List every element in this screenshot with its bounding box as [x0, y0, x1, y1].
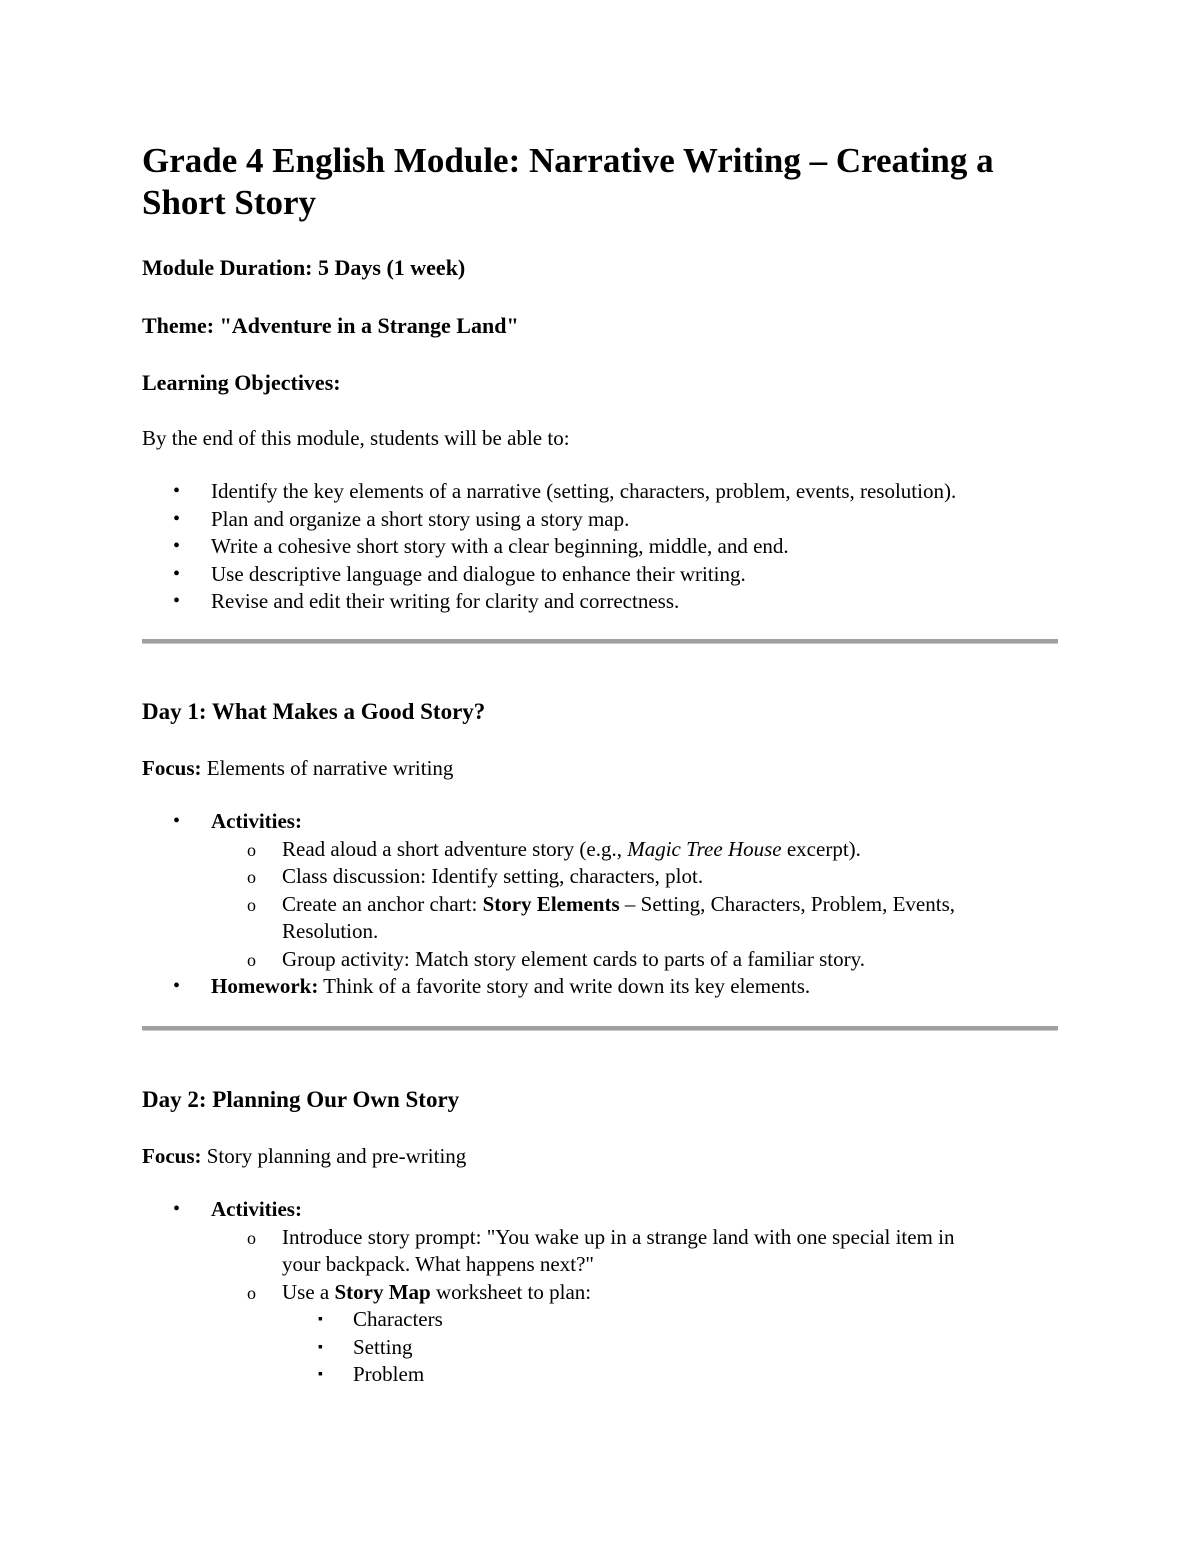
circle-bullet-icon: o [247, 894, 256, 915]
circle-bullet-icon: o [247, 839, 256, 860]
bullet-icon: • [173, 562, 181, 585]
day1-focus: Focus: Elements of narrative writing [142, 756, 454, 780]
day1-activities [211, 836, 972, 974]
document-title: Grade 4 English Module: Narrative Writing – Creating a Short Story [142, 141, 994, 222]
list-item: • Write a cohesive short story with a clear beginning, middle, and end. [142, 533, 956, 561]
objectives-list [142, 478, 956, 616]
list-item: o Group activity: Match story element cards to parts of a familiar story. [211, 946, 972, 974]
list-item: o Class discussion: Identify setting, characters, plot. [211, 863, 972, 891]
day2-activities [211, 1224, 972, 1389]
bullet-icon: • [173, 810, 181, 832]
day2-heading: Day 2: Planning Our Own Story [142, 1087, 460, 1112]
bullet-icon: • [173, 535, 181, 557]
square-bullet-icon: ▪ [318, 1367, 323, 1382]
square-bullet-icon: ▪ [318, 1312, 323, 1327]
list-item: ▪ Problem [282, 1361, 972, 1389]
objectives-intro: By the end of this module, students will be able to: [142, 426, 570, 450]
section-divider [142, 639, 1058, 644]
circle-bullet-icon: o [247, 1227, 256, 1248]
section-divider [142, 1026, 1058, 1031]
bullet-icon: • [173, 590, 181, 612]
list-item: o Create an anchor chart: Story Elements – Setting, Characters, Problem, Events, Resolution. [247, 891, 955, 943]
circle-bullet-icon: o [247, 867, 256, 887]
list-item: o Introduce story prompt: "You wake up in a strange land with one special item in your backpack. What happens next?" [247, 1224, 955, 1276]
module-duration: Module Duration: 5 Days (1 week) [142, 255, 466, 280]
circle-bullet-icon: o [247, 949, 256, 970]
day2-focus: Focus: Story planning and pre-writing [142, 1144, 467, 1168]
list-item: • Homework: Think of a favorite story and write down its key elements. [142, 973, 972, 1001]
list-item: ▪ Setting [282, 1334, 972, 1362]
objectives-heading: Learning Objectives: [142, 370, 341, 395]
square-bullet-icon: ▪ [318, 1339, 323, 1355]
bullet-icon: • [173, 480, 181, 502]
list-item: ▪ Characters [282, 1306, 972, 1334]
bullet-icon: • [173, 975, 181, 997]
day2-list [142, 1196, 972, 1389]
module-theme: Theme: "Adventure in a Strange Land" [142, 313, 519, 338]
day1-list [142, 808, 972, 1001]
list-item: • Revise and edit their writing for clarity and correctness. [142, 588, 956, 616]
circle-bullet-icon: o [247, 1282, 256, 1303]
story-map-items [282, 1306, 972, 1389]
day1-heading: Day 1: What Makes a Good Story? [142, 699, 486, 724]
list-item: • Use descriptive language and dialogue to enhance their writing. [142, 561, 956, 589]
list-item: • Activities: o Read aloud a short adventure story (e.g., Magic Tree House excerpt). o Class discussion: Identify setting, characters, plot. o Create an anchor chart: Story Elements – Setting, Characters, Problem, Events, Resolution. o Group activity: Match story element cards to parts of a familiar story. [142, 808, 972, 973]
list-item: • Plan and organize a short story using a story map. [142, 506, 956, 534]
list-item: • Identify the key elements of a narrative (setting, characters, problem, events, resolution). [142, 478, 956, 506]
list-item: o Read aloud a short adventure story (e.g., Magic Tree House excerpt). [211, 836, 972, 864]
list-item: • Activities: o Introduce story prompt: "You wake up in a strange land with one special item in your backpack. What happens next?" o Use a Story Map worksheet to plan: ▪ Characters ▪ Setting ▪ Problem [142, 1196, 972, 1389]
bullet-icon: • [173, 1198, 181, 1220]
list-item: o Use a Story Map worksheet to plan: ▪ Characters ▪ Setting ▪ Problem [211, 1279, 972, 1389]
bullet-icon: • [173, 507, 181, 530]
